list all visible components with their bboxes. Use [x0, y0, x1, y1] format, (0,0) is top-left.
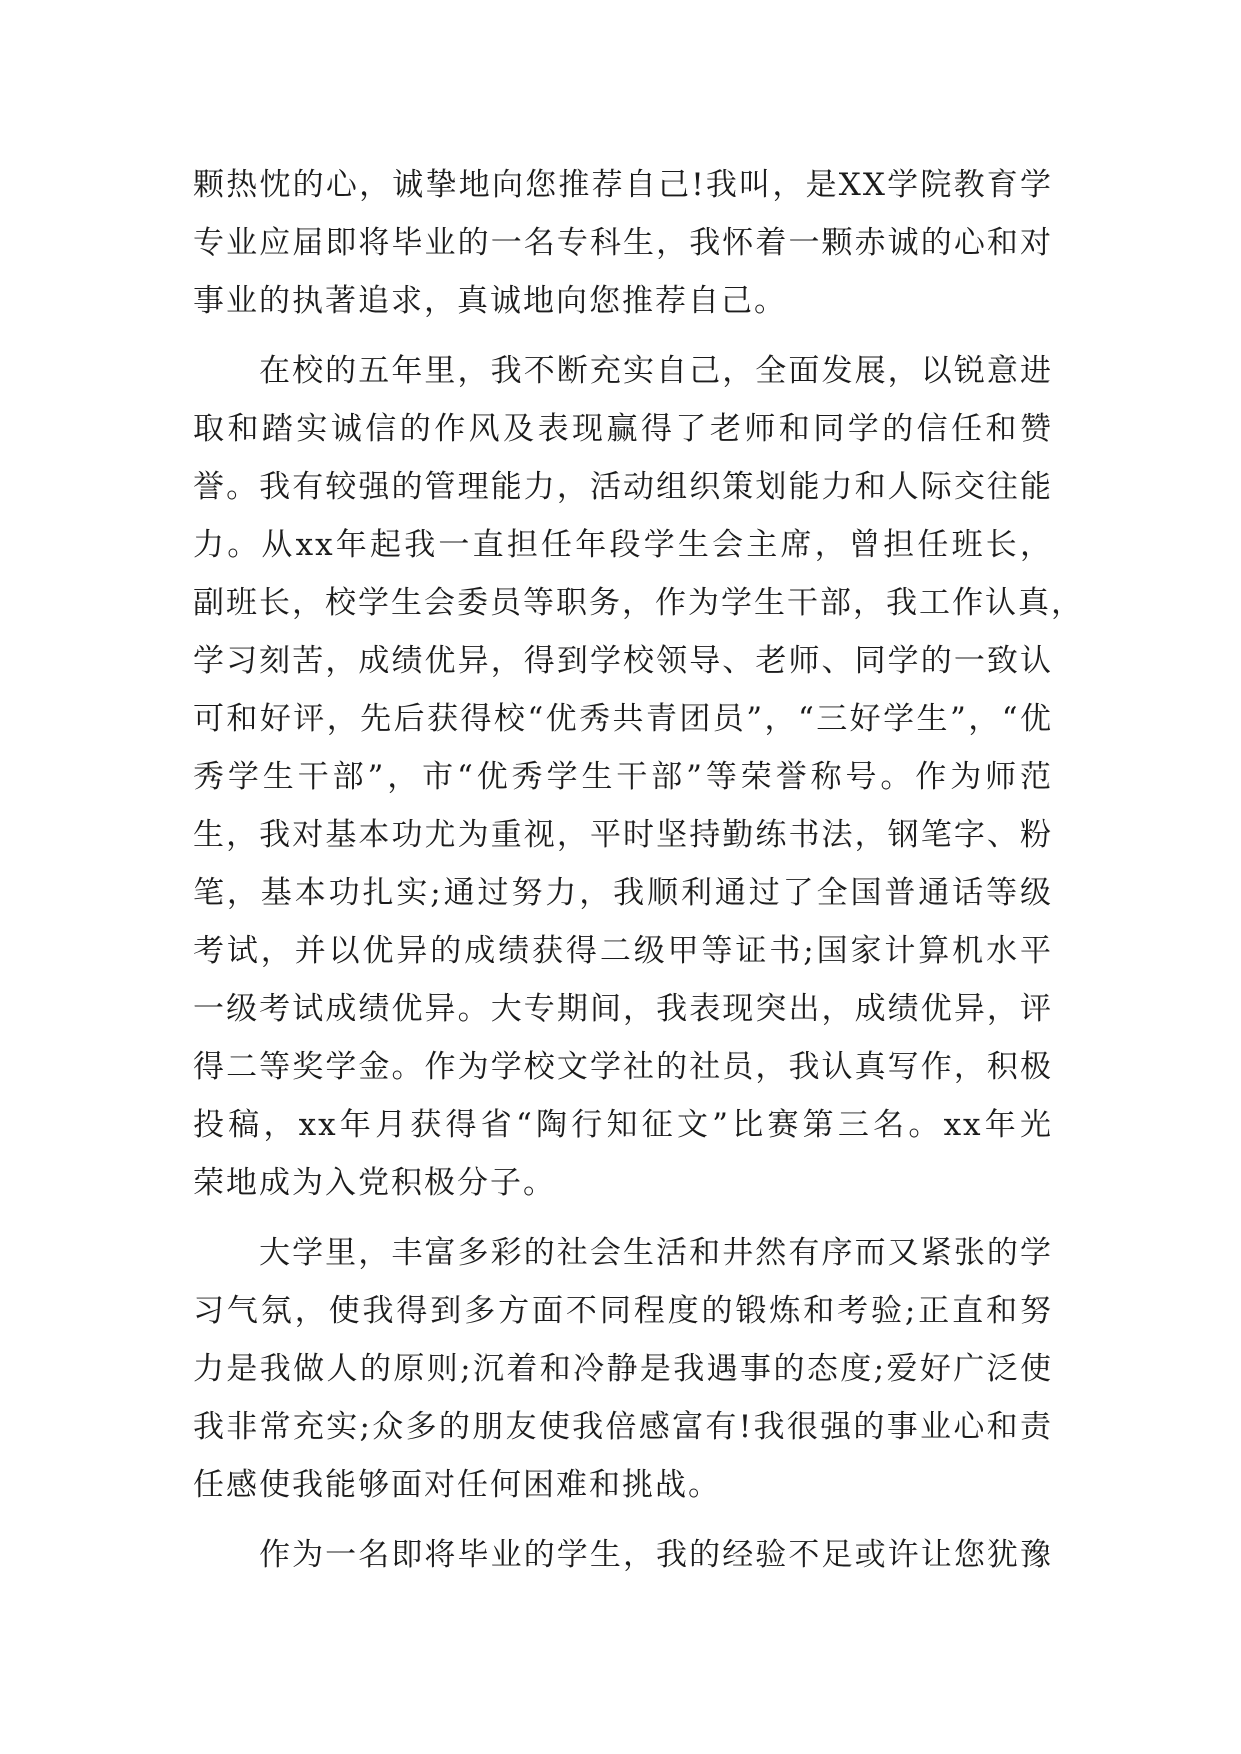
text-line: 颗热忱的心，诚挚地向您推荐自己!我叫，是XX学院教育学 [193, 167, 1053, 203]
paragraph-school-experience [193, 342, 1084, 1212]
text-line: 考试，并以优异的成绩获得二级甲等证书;国家计算机水平 [193, 933, 1053, 969]
text-line: 专业应届即将毕业的一名专科生，我怀着一颗赤诚的心和对 [193, 225, 1053, 261]
text-line: 可和好评，先后获得校“优秀共青团员”，“三好学生”，“优 [193, 701, 1053, 737]
text-line: 笔，基本功扎实;通过努力，我顺利通过了全国普通话等级 [193, 875, 1053, 911]
text-line: 任感使我能够面对任何困难和挑战。 [193, 1467, 721, 1503]
text-line: 学习刻苦，成绩优异，得到学校领导、老师、同学的一致认 [193, 643, 1053, 679]
text-line: 生，我对基本功尤为重视，平时坚持勤练书法，钢笔字、粉 [193, 817, 1053, 853]
text-line: 取和踏实诚信的作风及表现赢得了老师和同学的信任和赞 [193, 411, 1053, 447]
text-line: 秀学生干部”，市“优秀学生干部”等荣誉称号。作为师范 [193, 759, 1053, 795]
text-line: 作为一名即将毕业的学生，我的经验不足或许让您犹豫 [259, 1537, 1053, 1573]
paragraph-university-life [193, 1224, 1053, 1514]
text-line: 习气氛，使我得到多方面不同程度的锻炼和考验;正直和努 [193, 1293, 1053, 1329]
text-line: 誉。我有较强的管理能力，活动组织策划能力和人际交往能 [193, 469, 1053, 505]
paragraph-intro [193, 156, 1053, 330]
text-line: 副班长，校学生会委员等职务，作为学生干部，我工作认真， [193, 585, 1084, 621]
text-line: 投稿，xx年月获得省“陶行知征文”比赛第三名。xx年光 [193, 1107, 1053, 1143]
text-line: 事业的执著追求，真诚地向您推荐自己。 [193, 283, 787, 319]
text-line: 一级考试成绩优异。大专期间，我表现突出，成绩优异，评 [193, 991, 1053, 1027]
text-line: 我非常充实;众多的朋友使我倍感富有!我很强的事业心和责 [193, 1409, 1053, 1445]
text-line: 力是我做人的原则;沉着和冷静是我遇事的态度;爱好广泛使 [193, 1351, 1053, 1387]
paragraph-closing [193, 1526, 1053, 1584]
text-line: 得二等奖学金。作为学校文学社的社员，我认真写作，积极 [193, 1049, 1053, 1085]
text-line: 力。从xx年起我一直担任年段学生会主席，曾担任班长， [193, 527, 1053, 563]
letter-body [193, 156, 1084, 1584]
text-line: 荣地成为入党积极分子。 [193, 1165, 556, 1201]
text-line: 大学里，丰富多彩的社会生活和井然有序而又紧张的学 [259, 1235, 1053, 1271]
text-line: 在校的五年里，我不断充实自己，全面发展，以锐意进 [259, 353, 1053, 389]
